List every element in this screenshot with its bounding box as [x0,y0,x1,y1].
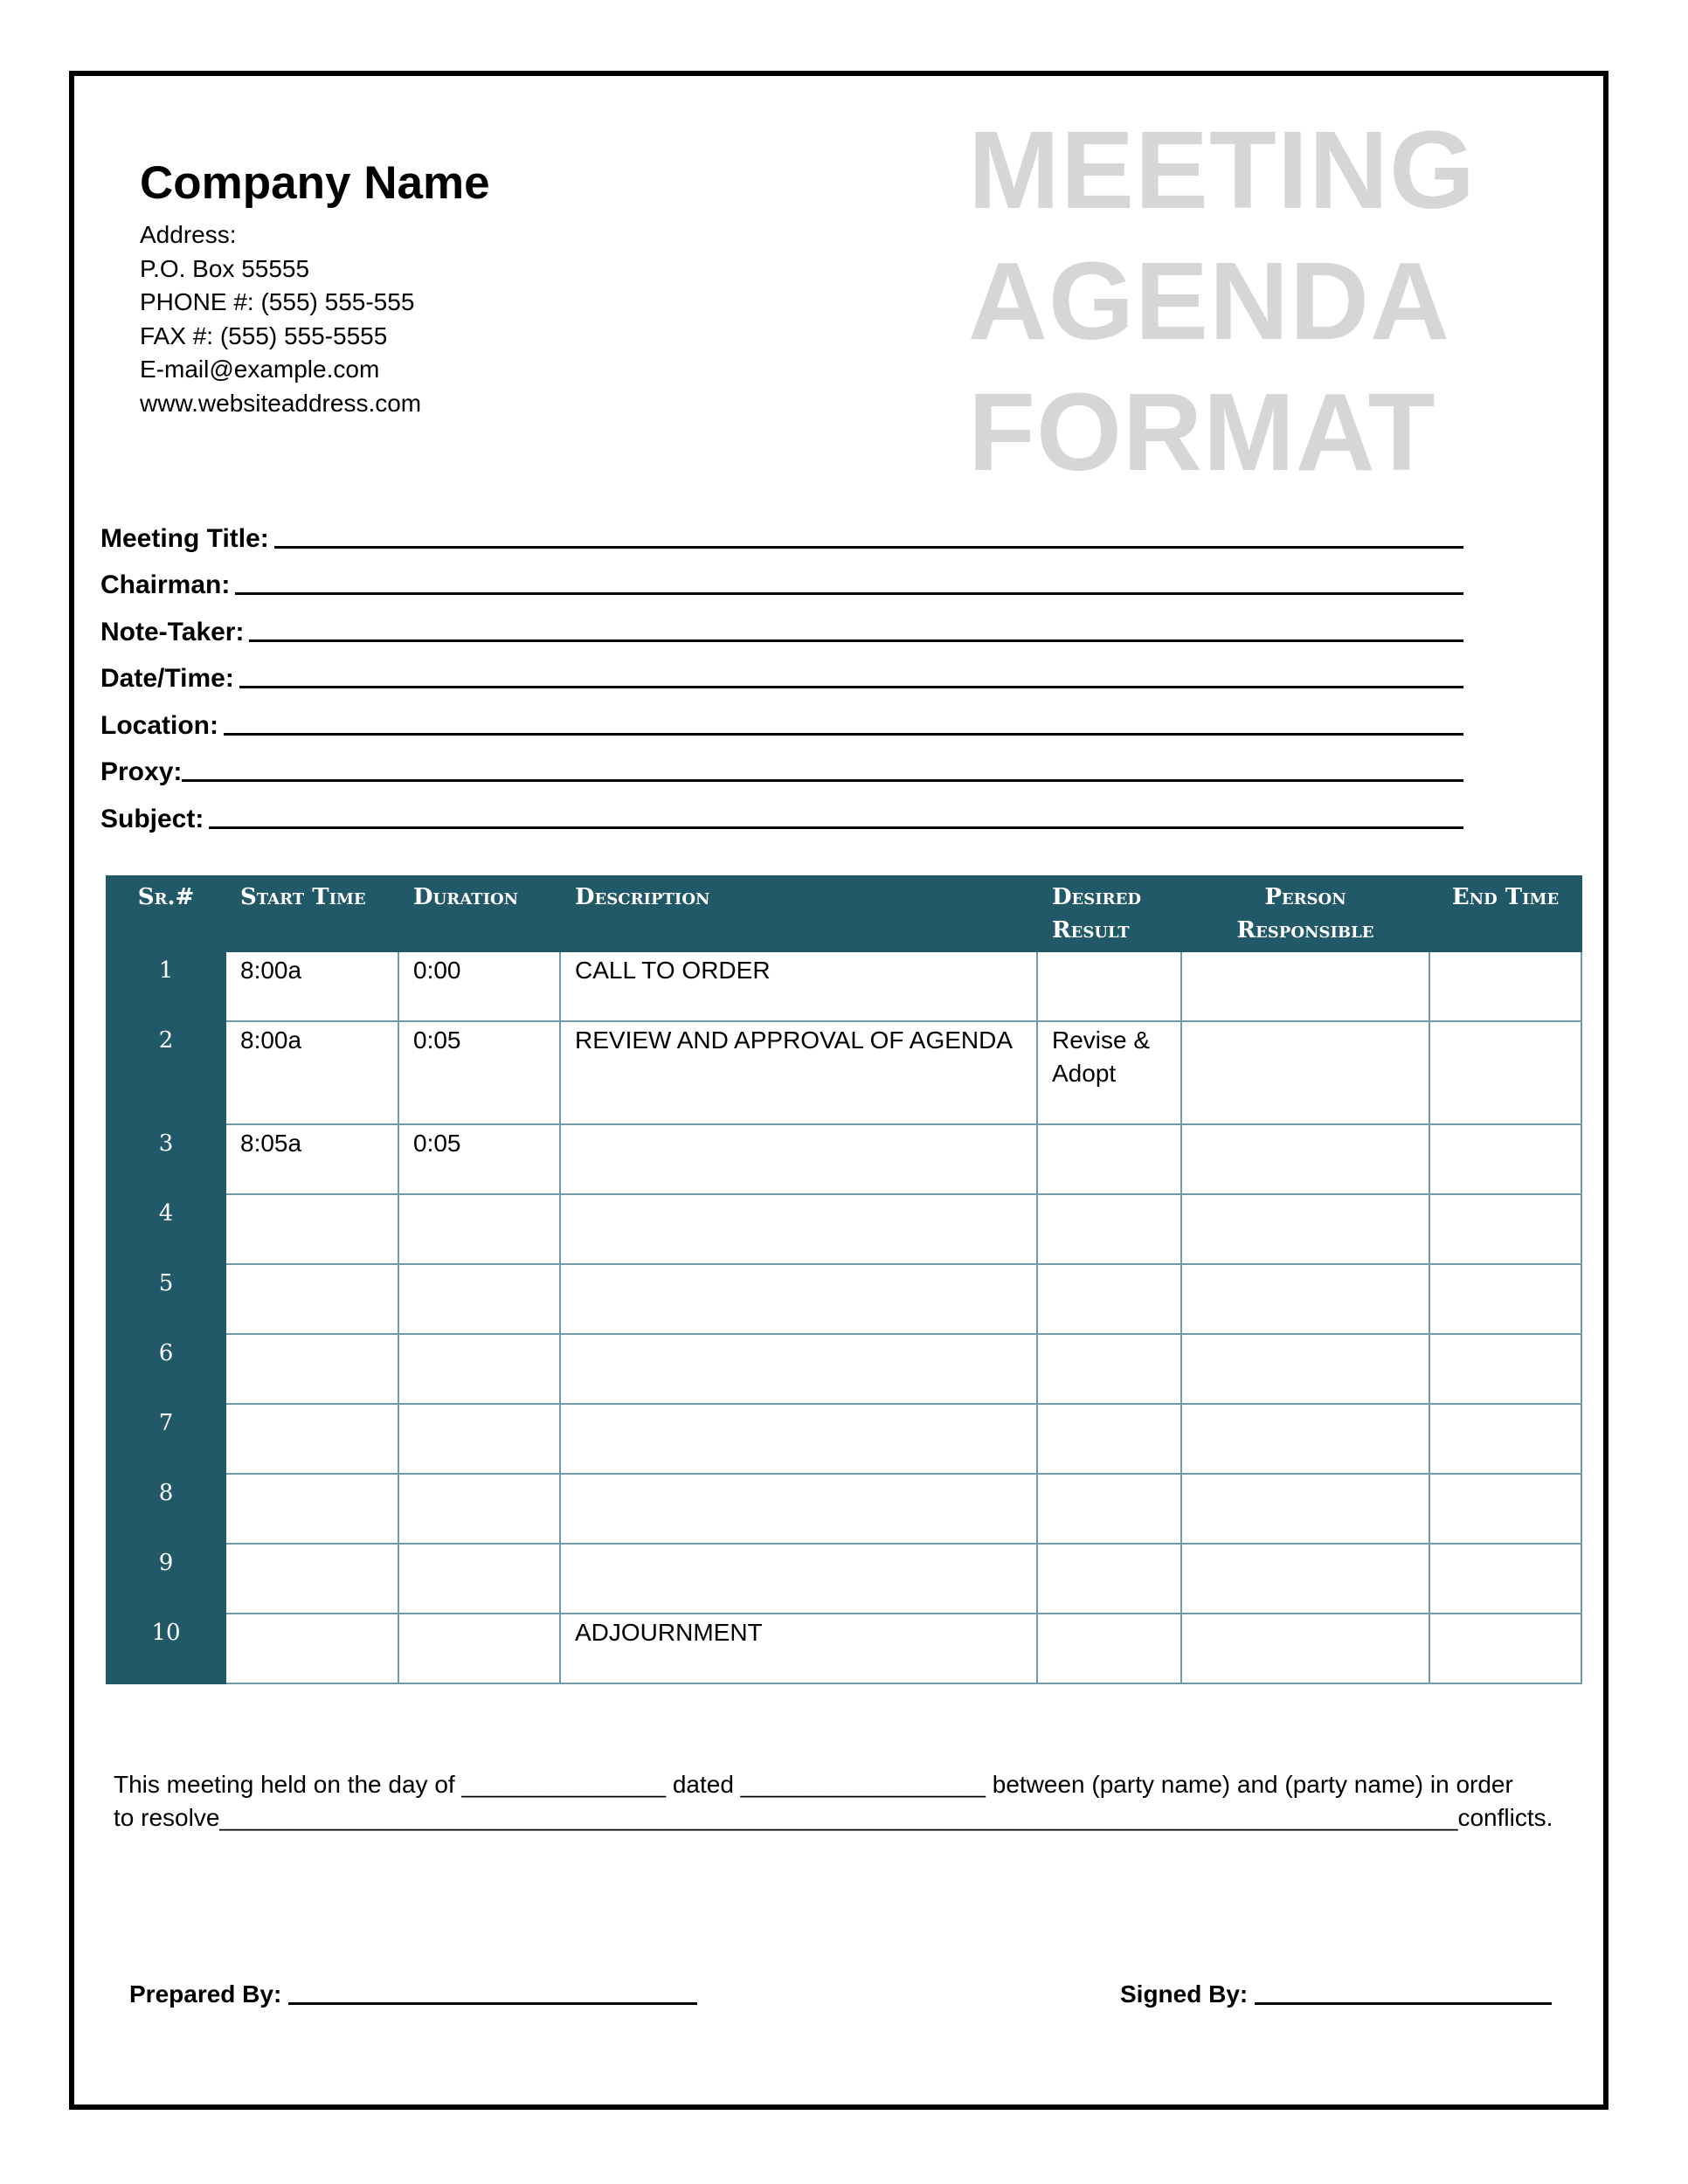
cell-person-responsible[interactable] [1181,1021,1429,1124]
cell-start-time[interactable] [225,1404,398,1474]
field-label: Chairman: [100,570,231,599]
cell-person-responsible[interactable] [1181,1194,1429,1264]
field-label: Date/Time: [100,664,234,693]
cell-desired-result[interactable] [1037,1474,1181,1544]
document-title-watermark [968,105,1476,498]
cell-sr: 6 [107,1334,225,1404]
location-field [100,694,1463,741]
header-end-time: End Time [1429,876,1581,951]
table-row [107,1264,1581,1334]
watermark-line-2: AGENDA [968,239,1451,363]
watermark-line-1: MEETING [968,108,1477,232]
subject-field [100,787,1463,834]
signed-by-block [1120,1976,1552,2008]
cell-end-time[interactable] [1429,1194,1581,1264]
header-duration: Duration [398,876,560,951]
meeting-title-field [100,507,1463,554]
resolution-line-1: This meeting held on the day of _______________ dated __________________ between (party name) and (party name) in order [114,1771,1513,1798]
header-description: Description [560,876,1037,951]
cell-desired-result[interactable] [1037,1334,1181,1404]
cell-duration[interactable]: 0:05 [398,1124,560,1194]
prepared-by-line[interactable] [288,1976,697,2005]
date-time-input-line[interactable] [239,658,1463,688]
cell-start-time[interactable] [225,1474,398,1544]
company-website: www.websiteaddress.com [140,389,422,417]
cell-duration[interactable] [398,1614,560,1683]
proxy-field [100,741,1463,788]
cell-description[interactable] [560,1544,1037,1614]
cell-start-time[interactable] [225,1334,398,1404]
cell-sr: 3 [107,1124,225,1194]
cell-person-responsible[interactable] [1181,1334,1429,1404]
cell-description[interactable] [560,1334,1037,1404]
cell-desired-result[interactable] [1037,1614,1181,1683]
table-row [107,1614,1581,1683]
cell-person-responsible[interactable] [1181,1264,1429,1334]
cell-person-responsible[interactable] [1181,951,1429,1021]
signed-by-line[interactable] [1255,1976,1552,2005]
field-label: Subject: [100,804,204,833]
cell-description[interactable] [560,1474,1037,1544]
cell-desired-result[interactable]: Revise & Adopt [1037,1021,1181,1124]
cell-start-time[interactable]: 8:05a [225,1124,398,1194]
cell-desired-result[interactable] [1037,1264,1181,1334]
field-label: Note-Taker: [100,617,245,646]
company-block [140,156,490,420]
cell-duration[interactable] [398,1194,560,1264]
cell-description[interactable] [560,1264,1037,1334]
header-start-time: Start Time [225,876,398,951]
cell-start-time[interactable] [225,1264,398,1334]
cell-sr: 2 [107,1021,225,1124]
cell-description[interactable] [560,1404,1037,1474]
cell-desired-result[interactable] [1037,1544,1181,1614]
note-taker-input-line[interactable] [249,612,1463,642]
header-sr: Sr.# [107,876,225,951]
cell-end-time[interactable] [1429,1264,1581,1334]
cell-start-time[interactable] [225,1614,398,1683]
cell-end-time[interactable] [1429,1474,1581,1544]
cell-end-time[interactable] [1429,1334,1581,1404]
cell-person-responsible[interactable] [1181,1124,1429,1194]
company-phone: PHONE #: (555) 555-555 [140,288,415,315]
watermark-line-3: FORMAT [968,370,1436,494]
table-row [107,1194,1581,1264]
cell-sr: 4 [107,1194,225,1264]
date-time-field [100,647,1463,695]
cell-description[interactable]: REVIEW AND APPROVAL OF AGENDA [560,1021,1037,1124]
company-name: Company Name [140,157,490,209]
cell-duration[interactable] [398,1474,560,1544]
table-row [107,1021,1581,1124]
table-row [107,1124,1581,1194]
company-po-box: P.O. Box 55555 [140,254,310,282]
prepared-by-label: Prepared By: [129,1980,282,2008]
resolution-paragraph [114,1768,1564,1835]
cell-person-responsible[interactable] [1181,1404,1429,1474]
field-label: Location: [100,710,218,740]
table-row [107,1404,1581,1474]
cell-end-time[interactable] [1429,1544,1581,1614]
cell-desired-result[interactable] [1037,1404,1181,1474]
company-email: E-mail@example.com [140,356,380,383]
table-row [107,1334,1581,1404]
resolution-line-2: to resolve___________________________________________________________________________________________conflicts. [114,1804,1553,1831]
cell-duration[interactable] [398,1264,560,1334]
cell-person-responsible[interactable] [1181,1614,1429,1683]
table-row [107,951,1581,1021]
cell-description[interactable] [560,1194,1037,1264]
subject-input-line[interactable] [209,798,1463,829]
cell-end-time[interactable] [1429,1124,1581,1194]
cell-sr: 10 [107,1614,225,1683]
note-taker-field [100,600,1463,647]
field-label: Proxy: [100,757,183,786]
cell-duration[interactable] [398,1334,560,1404]
table-row [107,1474,1581,1544]
cell-start-time[interactable]: 8:00a [225,1021,398,1124]
proxy-input-line[interactable] [182,751,1463,782]
table-row [107,1544,1581,1614]
cell-end-time[interactable] [1429,1614,1581,1683]
prepared-by-block [129,1976,697,2008]
cell-end-time[interactable] [1429,1021,1581,1124]
cell-start-time[interactable] [225,1194,398,1264]
cell-end-time[interactable] [1429,951,1581,1021]
cell-desired-result[interactable] [1037,951,1181,1021]
cell-desired-result[interactable] [1037,1124,1181,1194]
cell-description[interactable] [560,1124,1037,1194]
cell-end-time[interactable] [1429,1404,1581,1474]
cell-duration[interactable]: 0:05 [398,1021,560,1124]
cell-person-responsible[interactable] [1181,1544,1429,1614]
cell-start-time[interactable]: 8:00a [225,951,398,1021]
company-fax: FAX #: (555) 555-5555 [140,321,388,349]
cell-duration[interactable]: 0:00 [398,951,560,1021]
header-desired-result: Desired Result [1037,876,1181,951]
cell-person-responsible[interactable] [1181,1474,1429,1544]
agenda-table [106,875,1582,1684]
field-label: Meeting Title: [100,523,269,553]
cell-description[interactable]: ADJOURNMENT [560,1614,1037,1683]
signed-by-label: Signed By: [1120,1980,1249,2008]
cell-desired-result[interactable] [1037,1194,1181,1264]
location-input-line[interactable] [224,705,1463,736]
meeting-title-input-line[interactable] [274,518,1463,549]
cell-sr: 8 [107,1474,225,1544]
cell-sr: 5 [107,1264,225,1334]
header-person-responsible: Person Responsible [1181,876,1429,951]
meeting-fields [100,507,1463,834]
cell-description[interactable]: CALL TO ORDER [560,951,1037,1021]
chairman-input-line[interactable] [235,564,1463,595]
cell-sr: 7 [107,1404,225,1474]
cell-start-time[interactable] [225,1544,398,1614]
chairman-field [100,554,1463,601]
cell-duration[interactable] [398,1544,560,1614]
cell-duration[interactable] [398,1404,560,1474]
cell-sr: 1 [107,951,225,1021]
company-address-label: Address: [140,221,237,248]
table-header-row [107,876,1581,951]
cell-sr: 9 [107,1544,225,1614]
